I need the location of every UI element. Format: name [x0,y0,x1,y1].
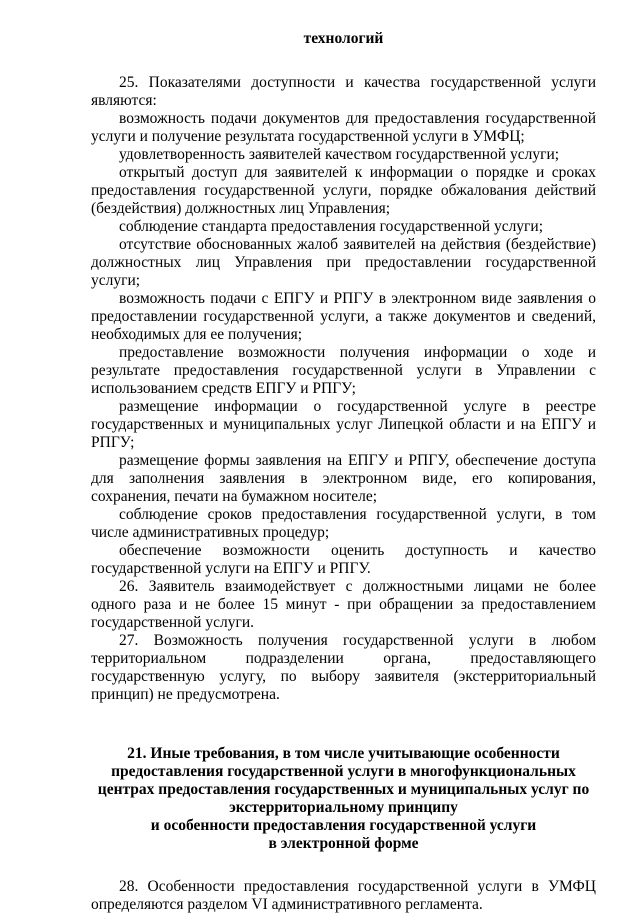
paragraph: 25. Показателями доступности и качества государственной услуги являются: [91,74,596,109]
paragraph: размещение информации о государственной услуге в реестре государственных и муниципальных услуг Липецкой области и на ЕПГУ и РПГУ; [91,398,596,451]
section-title-line: центрах предоставления государственных и муниципальных услуг по [97,781,590,798]
section-title [91,745,596,853]
section-title-line: предоставления государственной услуги в многофункциональных [111,763,576,780]
paragraph: 27. Возможность получения государственной услуги в любом территориальном подразделении органа, предоставляющего государственную услугу, по выбору заявителя (экстерриториальный принцип) не предусмотрена. [91,632,596,703]
paragraph: возможность подачи документов для предоставления государственной услуги и получение результата государственной услуги в УМФЦ; [91,110,596,145]
paragraph: обеспечение возможности оценить доступность и качество государственной услуги на ЕПГУ и РПГУ. [91,542,596,577]
paragraph: 28. Особенности предоставления государственной услуги в УМФЦ определяются разделом VI административного регламента. [91,878,596,913]
paragraph-group-1 [91,74,596,704]
section-title-line: и особенности предоставления государственной услуги [150,817,537,834]
section-title-line: 21. Иные требования, в том числе учитывающие особенности [127,745,560,762]
paragraph: удовлетворенность заявителей качеством государственной услуги; [119,146,560,163]
section-title-line: в электронной форме [268,835,419,852]
paragraph: отсутствие обоснованных жалоб заявителей на действия (бездействие) должностных лиц Управления при предоставлении государственной услуги; [91,236,596,289]
paragraph: соблюдение сроков предоставления государственной услуги, в том числе административных процедур; [91,506,596,541]
section-title-line: экстерриториальному принципу [229,799,458,816]
paragraph: предоставление возможности получения информации о ходе и результате предоставления государственной услуги в Управлении с использованием средств ЕПГУ и РПГУ; [91,344,596,397]
paragraph: возможность подачи с ЕПГУ и РПГУ в электронном виде заявления о предоставлении государственной услуги, а также документов и сведений, необходимых для ее получения; [91,290,596,343]
paragraph: 26. Заявитель взаимодействует с должностными лицами не более одного раза и не более 15 минут - при обращении за предоставлением государственной услуги. [91,578,596,631]
paragraph: соблюдение стандарта предоставления государственной услуги; [119,218,544,235]
paragraph-group-2 [91,878,596,914]
paragraph: размещение формы заявления на ЕПГУ и РПГУ, обеспечение доступа для заполнения заявления в электронном виде, его копирования, сохранения, печати на бумажном носителе; [91,452,596,505]
page-heading: технологий [303,30,384,47]
paragraph: открытый доступ для заявителей к информации о порядке и сроках предоставления государственной услуги, порядке обжалования действий (бездействия) должностных лиц Управления; [91,164,596,217]
